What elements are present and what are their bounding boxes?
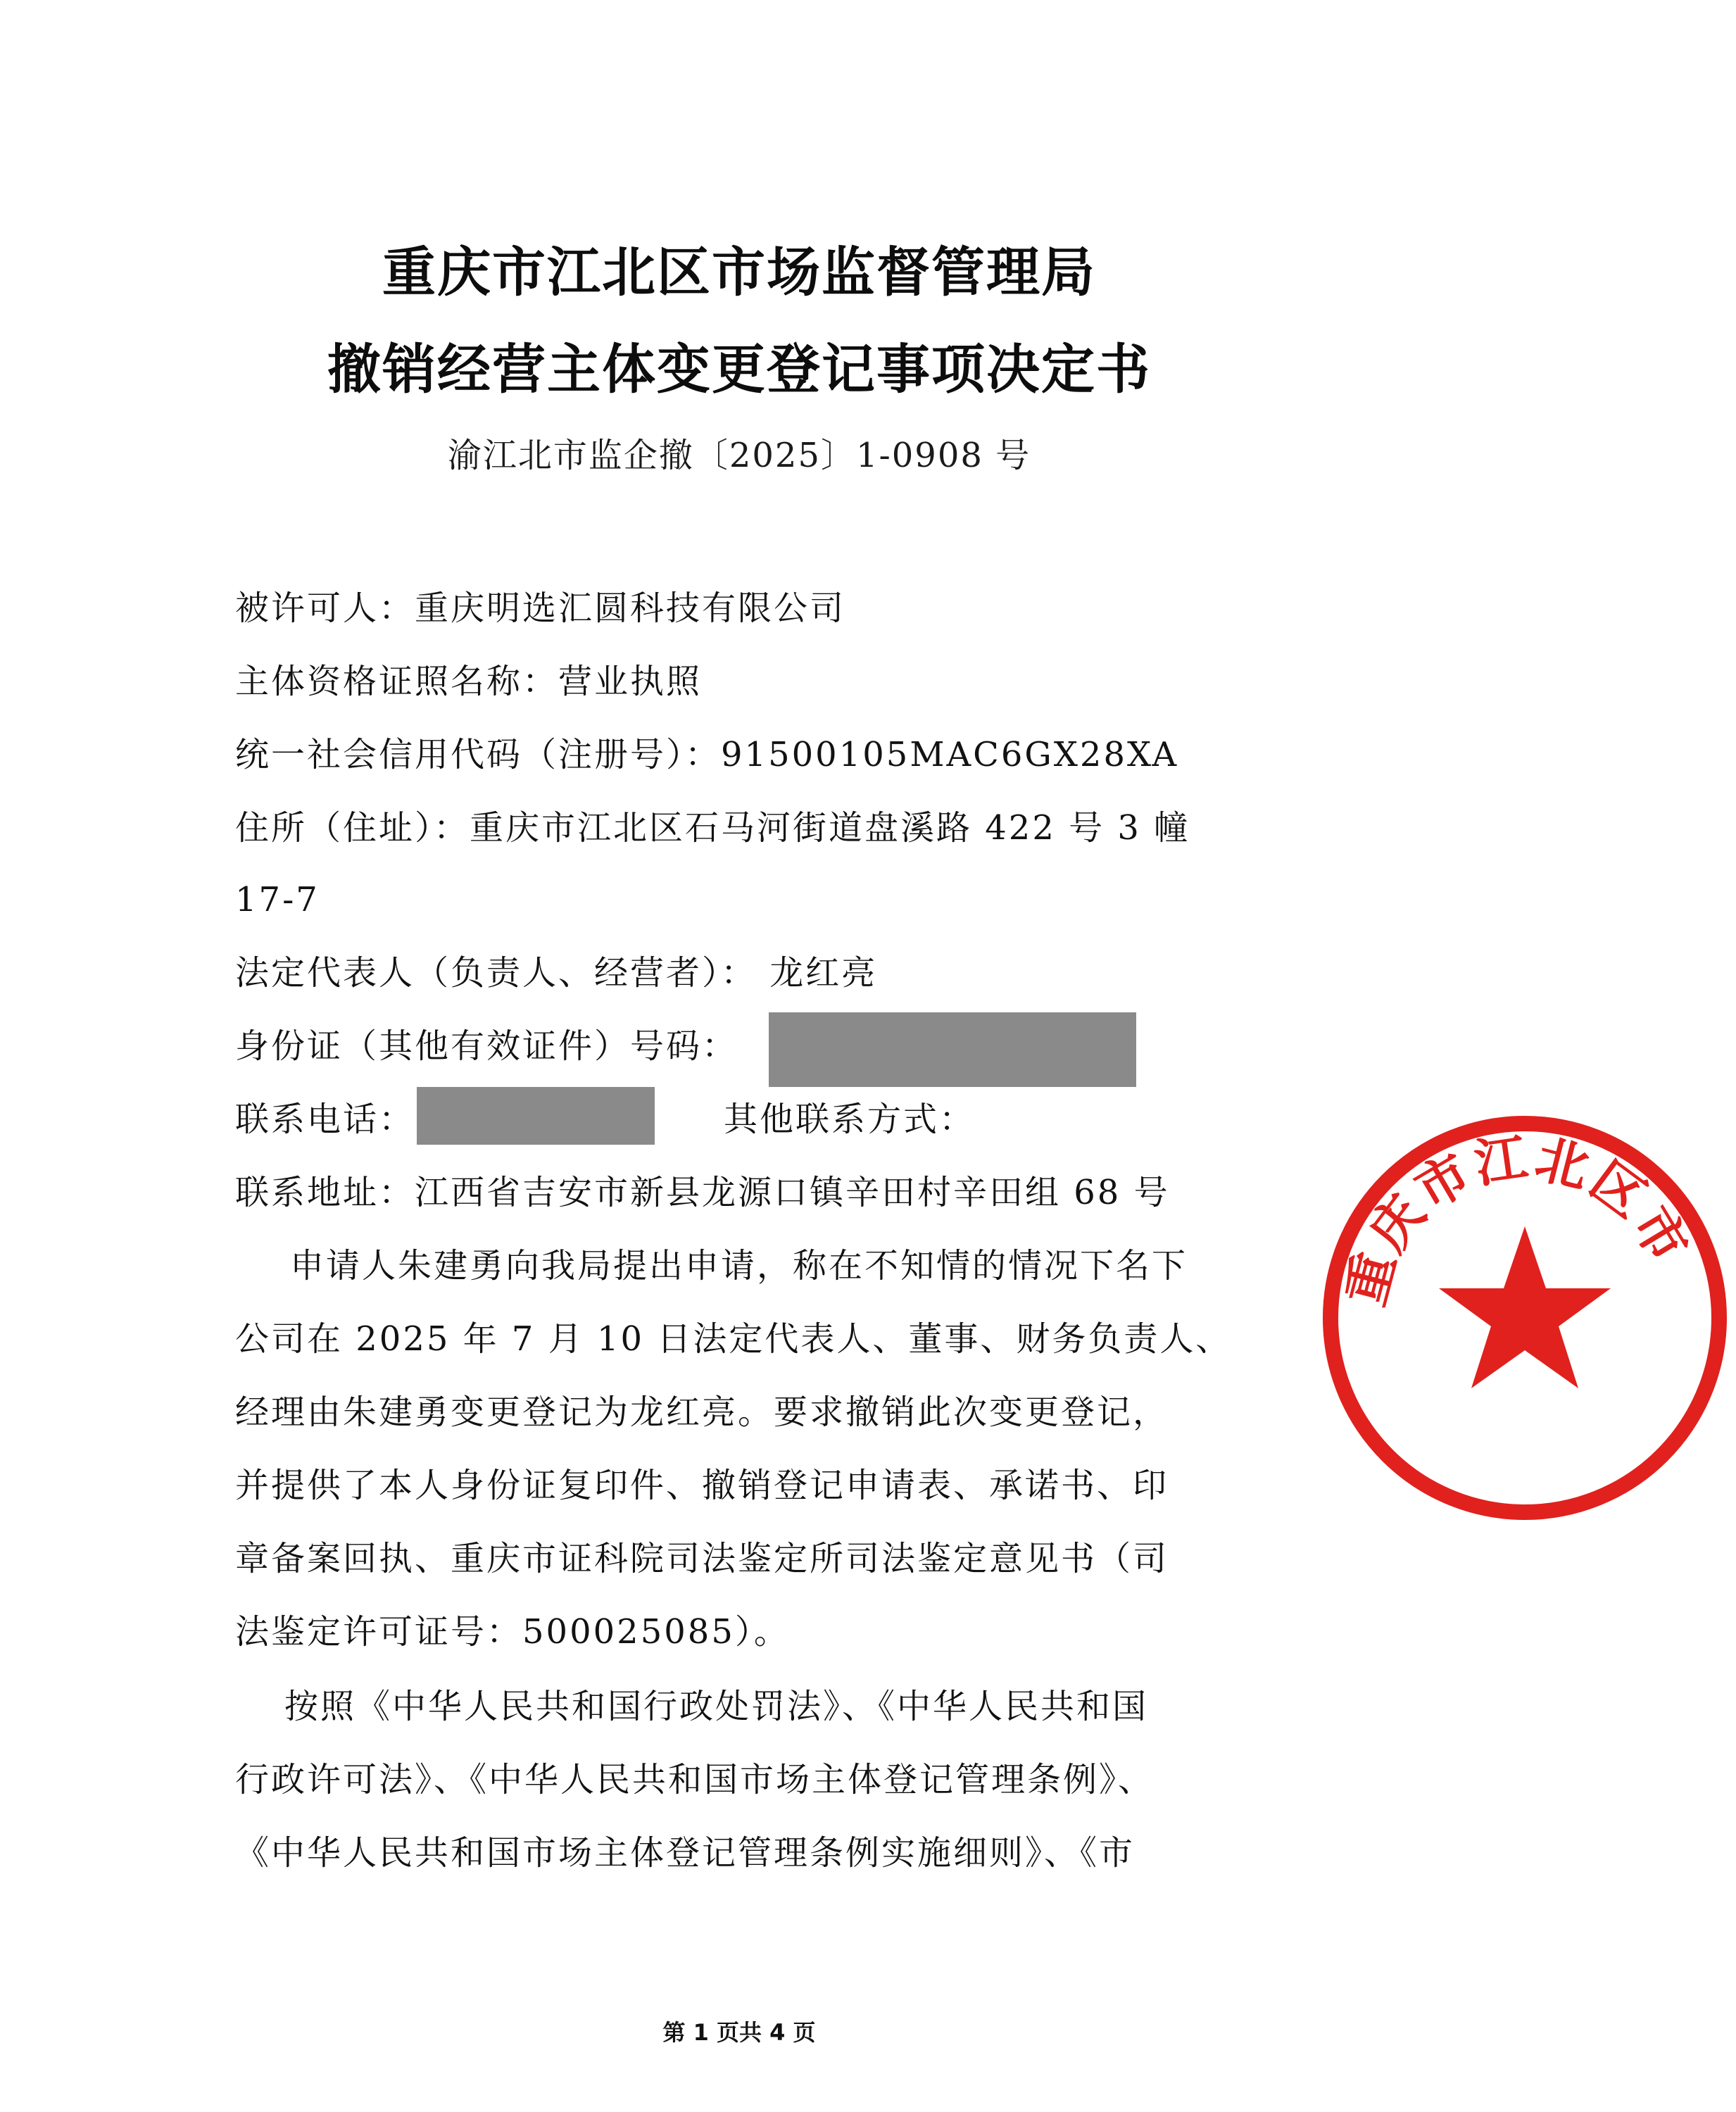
- id-number-label: 身份证（其他有效证件）号码：: [235, 1026, 738, 1066]
- document-title-line2: 撤销经营主体变更登记事项决定书: [327, 338, 1151, 401]
- address-line-1: 住所（住址）：重庆市江北区石马河街道盘溪路 422 号 3 幢: [235, 808, 1190, 848]
- license-name-line: 主体资格证照名称：营业执照: [235, 662, 703, 701]
- official-seal: [1314, 1107, 1736, 1529]
- seal-star-icon: [1439, 1226, 1611, 1388]
- credit-code-line: 统一社会信用代码（注册号）：91500105MAC6GX28XA: [235, 735, 1179, 774]
- para1-line4: 并提供了本人身份证复印件、撤销登记申请表、承诺书、印: [235, 1466, 1169, 1505]
- para2-line3: 《中华人民共和国市场主体登记管理条例实施细则》、《市: [235, 1833, 1136, 1873]
- redacted-phone-number: [417, 1087, 655, 1145]
- legal-representative-line: 法定代表人（负责人、经营者）： 龙红亮: [235, 953, 878, 993]
- contact-address-line: 联系地址：江西省吉安市新县龙源口镇辛田村辛田组 68 号: [235, 1173, 1170, 1212]
- address-line-2: 17-7: [235, 880, 320, 919]
- para2-line2: 行政许可法》、《中华人民共和国市场主体登记管理条例》、: [235, 1760, 1155, 1799]
- licensee-line: 被许可人：重庆明选汇圆科技有限公司: [235, 589, 846, 628]
- document-number: 渝江北市监企撤〔2025〕1-0908 号: [447, 436, 1031, 475]
- para1-line3: 经理由朱建勇变更登记为龙红亮。要求撤销此次变更登记，: [235, 1393, 1169, 1432]
- redacted-id-number: [769, 1012, 1136, 1087]
- phone-label: 联系电话：: [235, 1100, 415, 1139]
- page-number-footer: 第 1 页共 4 页: [662, 2019, 816, 2046]
- seal-text: 重庆市江北区市: [1335, 1127, 1701, 1312]
- para1-line2: 公司在 2025 年 7 月 10 日法定代表人、董事、财务负责人、: [235, 1319, 1232, 1359]
- para1-line5: 章备案回执、重庆市证科院司法鉴定所司法鉴定意见书（司: [235, 1539, 1169, 1578]
- para1-line1: 申请人朱建勇向我局提出申请，称在不知情的情况下名下: [290, 1246, 1188, 1286]
- para2-line1: 按照《中华人民共和国行政处罚法》、《中华人民共和国: [284, 1687, 1149, 1726]
- document-title-line1: 重庆市江北区市场监督管理局: [382, 241, 1096, 303]
- para1-line6: 法鉴定许可证号：500025085）。: [235, 1612, 790, 1652]
- other-contact-label: 其他联系方式：: [724, 1100, 976, 1139]
